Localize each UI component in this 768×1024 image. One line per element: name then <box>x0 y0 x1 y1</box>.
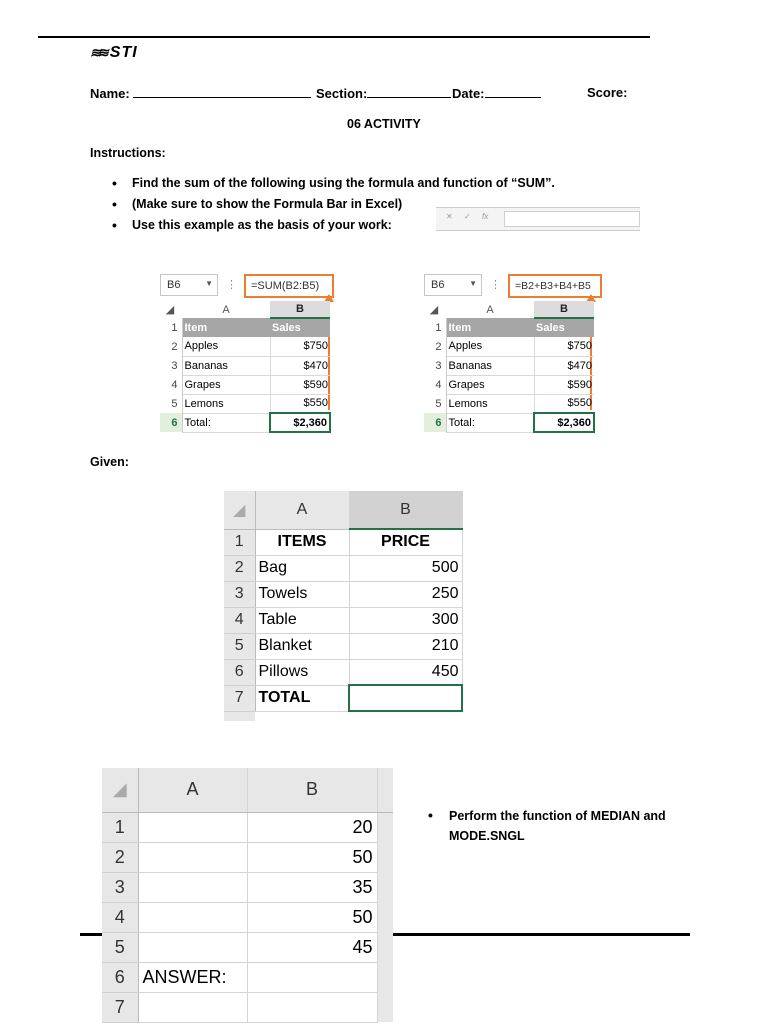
cell[interactable]: Towels <box>255 581 349 607</box>
row-header[interactable]: 5 <box>160 394 182 413</box>
cell[interactable]: $550 <box>270 394 330 413</box>
column-header-b[interactable]: B <box>270 301 330 318</box>
example-sheet-sum <box>160 274 340 444</box>
cell[interactable]: $750 <box>270 337 330 356</box>
row-header[interactable]: 3 <box>102 872 138 902</box>
cell[interactable]: Apples <box>446 337 534 356</box>
row-header[interactable]: 2 <box>102 842 138 872</box>
date-field: Date: <box>452 85 541 101</box>
cell[interactable] <box>138 812 247 842</box>
separator-icon: ⋮ <box>226 279 237 291</box>
cell[interactable]: Sales <box>534 318 594 337</box>
row-header[interactable]: 5 <box>224 633 255 659</box>
row-header[interactable]: 3 <box>160 356 182 375</box>
row-header[interactable]: 3 <box>424 356 446 375</box>
section-field: Section: <box>316 85 451 101</box>
instruction-item: • Use this example as the basis of your work: <box>108 218 555 239</box>
function-icon: fx <box>482 212 489 221</box>
row-header[interactable]: 1 <box>160 318 182 337</box>
example-grid: ◢ A B 1 Item Sales 2 Apples $750 3 Bananas $470 4 Grapes $590 5 Lemons $550 6 Total: $2,360 <box>424 301 595 433</box>
cell[interactable]: Item <box>446 318 534 337</box>
given-sheet <box>224 491 463 721</box>
bottom-rule-left <box>80 933 102 936</box>
cell[interactable]: Lemons <box>446 394 534 413</box>
select-all-icon[interactable]: ◢ <box>102 768 138 812</box>
cell[interactable] <box>138 992 247 1022</box>
row-header[interactable]: 2 <box>160 337 182 356</box>
cell[interactable] <box>247 962 377 992</box>
column-header-a[interactable]: A <box>138 768 247 812</box>
given-label: Given: <box>90 455 129 469</box>
row-header[interactable]: 4 <box>160 375 182 394</box>
column-header-b[interactable]: B <box>349 491 462 529</box>
cell[interactable]: 500 <box>349 555 462 581</box>
scrollbar[interactable] <box>377 768 393 812</box>
row-header[interactable]: 6 <box>102 962 138 992</box>
cell[interactable] <box>247 992 377 1022</box>
answer-label-cell[interactable]: ANSWER: <box>138 962 247 992</box>
row-header[interactable]: 5 <box>102 932 138 962</box>
formula-field[interactable]: =B2+B3+B4+B5 <box>508 274 602 298</box>
top-rule <box>38 36 650 38</box>
example-sheet-addition <box>424 274 604 444</box>
column-header-b[interactable]: B <box>534 301 594 318</box>
row-header[interactable]: 7 <box>102 992 138 1022</box>
cell[interactable] <box>138 842 247 872</box>
dropdown-icon: ▼ <box>205 279 213 288</box>
section-blank[interactable] <box>367 85 451 98</box>
instructions-label: Instructions: <box>90 146 166 160</box>
cell[interactable]: PRICE <box>349 529 462 555</box>
instruction-item: • (Make sure to show the Formula Bar in Excel) <box>108 197 555 218</box>
cell[interactable] <box>138 902 247 932</box>
cell[interactable]: Lemons <box>182 394 270 413</box>
row-header[interactable]: 1 <box>224 529 255 555</box>
select-all-icon[interactable]: ◢ <box>224 491 255 529</box>
cell[interactable]: TOTAL <box>255 685 349 711</box>
cell[interactable]: 45 <box>247 932 377 962</box>
cell[interactable]: Grapes <box>182 375 270 394</box>
row-header[interactable]: 4 <box>102 902 138 932</box>
cell[interactable]: Bananas <box>446 356 534 375</box>
cell[interactable]: Total: <box>446 413 534 432</box>
column-header-a[interactable]: A <box>255 491 349 529</box>
cell[interactable]: 300 <box>349 607 462 633</box>
bullet-icon: • <box>428 807 433 823</box>
cell[interactable]: 50 <box>247 842 377 872</box>
cell[interactable]: Apples <box>182 337 270 356</box>
cell[interactable]: $750 <box>534 337 594 356</box>
cell[interactable]: Total: <box>182 413 270 432</box>
cell[interactable]: Bag <box>255 555 349 581</box>
row-header <box>224 711 255 721</box>
cell[interactable]: Item <box>182 318 270 337</box>
cancel-icon: ✕ <box>446 212 453 221</box>
row-header[interactable]: 4 <box>224 607 255 633</box>
cell[interactable]: $470 <box>270 356 330 375</box>
cell[interactable]: $590 <box>534 375 594 394</box>
selected-cell[interactable]: $2,360 <box>534 413 594 432</box>
name-box[interactable]: B6 ▼ <box>160 274 218 296</box>
name-box[interactable]: B6 ▼ <box>424 274 482 296</box>
cell[interactable]: 450 <box>349 659 462 685</box>
formula-input[interactable] <box>504 211 640 227</box>
cell[interactable]: Table <box>255 607 349 633</box>
instruction-item: • Find the sum of the following using the formula and function of “SUM”. <box>108 176 555 197</box>
sti-logo: ≋≋ STI <box>90 44 138 61</box>
cell[interactable]: 35 <box>247 872 377 902</box>
selected-cell[interactable]: $2,360 <box>270 413 330 432</box>
activity-title: 06 ACTIVITY <box>347 117 421 131</box>
cell[interactable]: ITEMS <box>255 529 349 555</box>
score-label: Score: <box>587 85 628 100</box>
row-header[interactable]: 4 <box>424 375 446 394</box>
row-header[interactable]: 1 <box>424 318 446 337</box>
enter-icon: ✓ <box>464 212 471 221</box>
cell[interactable]: 250 <box>349 581 462 607</box>
bottom-rule-right <box>392 933 690 936</box>
column-header-a[interactable]: A <box>222 303 230 316</box>
date-blank[interactable] <box>485 85 541 98</box>
name-blank[interactable] <box>133 85 311 98</box>
row-header[interactable]: 5 <box>424 394 446 413</box>
cell[interactable]: $550 <box>534 394 594 413</box>
total-answer-cell[interactable] <box>349 685 462 711</box>
row-header[interactable]: 2 <box>224 555 255 581</box>
example-grid: ◢ A B 1 Item Sales 2 Apples $750 3 Bananas $470 4 Grapes $590 5 Lemons $550 6 Total: $2,360 <box>160 301 331 433</box>
cell[interactable]: Pillows <box>255 659 349 685</box>
cell[interactable]: $590 <box>270 375 330 394</box>
cell[interactable]: 210 <box>349 633 462 659</box>
column-header-a[interactable]: A <box>486 303 494 316</box>
row-header[interactable]: 2 <box>424 337 446 356</box>
cell[interactable]: Sales <box>270 318 330 337</box>
column-header-b[interactable]: B <box>247 768 377 812</box>
cell[interactable]: 50 <box>247 902 377 932</box>
cell[interactable]: Blanket <box>255 633 349 659</box>
formula-bar-example <box>436 207 640 231</box>
name-field: Name: <box>90 85 311 101</box>
cell[interactable]: Grapes <box>446 375 534 394</box>
dropdown-icon: ▼ <box>469 279 477 288</box>
row-header[interactable]: 3 <box>224 581 255 607</box>
row-header[interactable]: 7 <box>224 685 255 711</box>
cell[interactable] <box>138 872 247 902</box>
row-header[interactable]: 6 <box>224 659 255 685</box>
formula-field[interactable]: =SUM(B2:B5) <box>244 274 334 298</box>
cell[interactable]: 20 <box>247 812 377 842</box>
median-sheet <box>102 768 393 1023</box>
row-header[interactable]: 6 <box>424 413 446 432</box>
separator-icon: ⋮ <box>490 279 501 291</box>
row-header[interactable]: 6 <box>160 413 182 432</box>
cell[interactable] <box>138 932 247 962</box>
row-header[interactable]: 1 <box>102 812 138 842</box>
cell[interactable]: $470 <box>534 356 594 375</box>
cell[interactable]: Bananas <box>182 356 270 375</box>
